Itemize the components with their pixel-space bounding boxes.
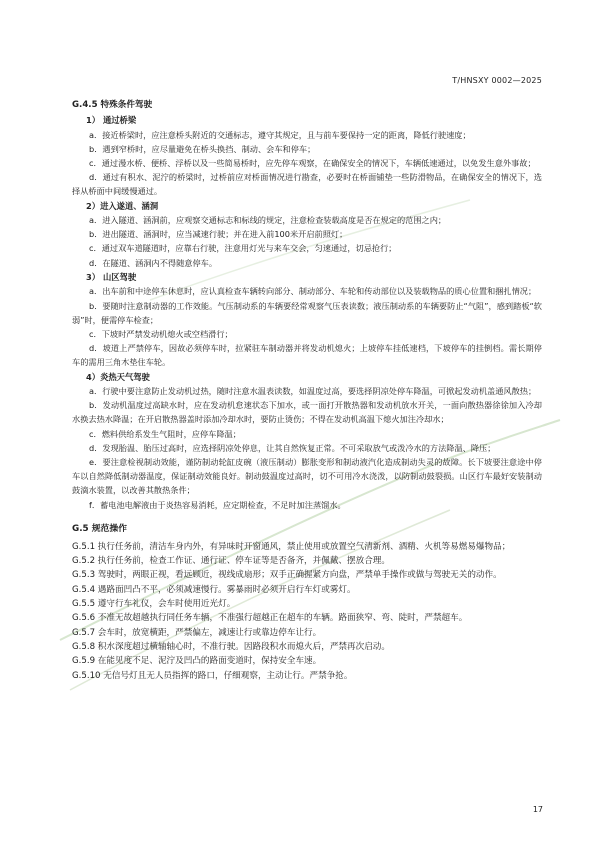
mountain-item-b: b．要随时注意制动器的工作效能。气压制动系的车辆要经常观察气压表读数；液压制动系的车辆要防止“气阻”，感到踏板“软弱”时，便需停车检查；	[72, 300, 542, 325]
g5-item-7: G.5.7 会车时，放宽横距，严禁偏左，减速让行或靠边停车让行。	[72, 627, 322, 638]
bridge-item-c: c．通过漫水桥、便桥、浮桥以及一些简易桥时，应先停车观察，在确保安全的情况下，车辆低速通过，以免发生意外事故；	[89, 157, 536, 168]
g5-item-10: G.5.10 无信号灯且无人员指挥的路口，仔细观察，主动让行。严禁争抢。	[72, 670, 353, 681]
mountain-item-a: a．出车前和中途停车休息时，应认真检查车辆转向部分、制动部分、车轮和传动部位以及装载物品的质心位置和捆扎情况；	[89, 286, 537, 297]
heat-item-a: a．行驶中要注意防止发动机过热，随时注意水温表读数，如温度过高，要选择阴凉处停车降温，可掀起发动机盖通风散热；	[89, 386, 537, 397]
mountain-item-c: c．下坡时严禁发动机熄火或空档滑行；	[89, 328, 233, 339]
g5-item-5: G.5.5 遵守行车礼仪，会车时使用近光灯。	[72, 599, 236, 610]
tunnel-item-d: d．在隧道、涵洞内不得随意停车。	[89, 257, 218, 268]
section-title-g45: G.4.5 特殊条件驾驶	[72, 100, 153, 110]
section-title-g5: G.5 规范操作	[72, 523, 127, 534]
main-content	[72, 97, 542, 683]
g5-item-1: G.5.1 执行任务前，清洁车身内外，有异味时开窗通风，禁止使用或放置空气清新剂、酒精、火机等易燃易爆物品；	[72, 541, 511, 552]
heat-item-e: e．要注意检视制动效能，谨防制动轮缸皮碗（液压制动）膨胀变形和制动液汽化造成制动失灵的故障。长下坡要注意途中停车以自然降低制动器温度，保证制动效能良好。制动鼓温度过高时，切不可用冷水浇泼，以防制动鼓裂损。山区行车最好安装制动鼓滴水装置，以改善其散热条件；	[72, 457, 542, 496]
bridge-item-d: d．通过有积水、泥泞的桥梁时，过桥前应对桥面情况进行勘查，必要时在桥面铺垫一些防滑物品，在确保安全的情况下，选择从桥面中间缓慢通过。	[72, 172, 542, 197]
g5-item-3: G.5.3 驾驶时，两眼正视，看远顾近，视线成扇形；双手正确握紧方向盘，严禁单手操作或做与驾驶无关的动作。	[72, 570, 502, 581]
g5-item-2: G.5.2 执行任务前，检查工作证、通行证、停车证等是否备齐，并佩戴、摆放合理。	[72, 556, 390, 567]
mountain-item-d: d．坡道上严禁停车，因故必须停车时，拉紧驻车制动器并将发动机熄火；上坡停车挂低速档，下坡停车的挂倒档。需长期停车的需用三角木垫住车轮。	[72, 343, 542, 368]
g5-item-8: G.5.8 积水深度超过横轴轴心时，不准行驶。因路段积水而熄火后，严禁再次启动。	[72, 641, 390, 652]
document-code: T/HNSXY 0002—2025	[452, 76, 542, 85]
subsection-title-tunnel: 2）进入遂道、涵洞	[86, 200, 159, 211]
g5-item-4: G.5.4 遇路面凹凸不平，必须减速慢行。雾暴雨时必须开启行车灯或雾灯。	[72, 584, 356, 595]
heat-item-b: b．发动机温度过高缺水时，应在发动机怠速状态下加水，或一面打开散热器和发动机放水开关，一面向散热器徐徐加入冷却水换去热水降温；在开启散热器盖时添加冷却水时，要防止烫伤；不得在发动机高温下熄火加注冷却水；	[72, 400, 542, 425]
subsection-title-mountain: 3） 山区驾驶	[86, 271, 137, 282]
bridge-item-b: b．遇到窄桥时，应尽量避免在桥头换挡、制动、会车和停车；	[89, 143, 316, 154]
g5-item-6: G.5.6 不准无故超越执行同任务车辆，不准强行超越正在超车的车辆。路面狭窄、弯、陡时，严禁超车。	[72, 613, 468, 624]
bridge-item-a: a．接近桥梁时，应注意桥头附近的交通标志，遵守其规定，且与前车要保持一定的距离，降低行驶速度；	[89, 129, 471, 140]
tunnel-item-c: c．通过双车道隧道时，应靠右行驶，注意用灯光与来车交会，匀速通过，切忌抢行；	[89, 243, 397, 254]
heat-item-d: d．发现胎温、胎压过高时，应选择阴凉处停息，让其自然恢复正常。不可采取放气或泼冷水的方法降温、降压；	[89, 442, 496, 453]
tunnel-item-a: a．进入隧道、涵洞前，应观察交通标志和标线的规定，注意检查装载高度是否在规定的范围之内；	[89, 215, 447, 226]
tunnel-item-b: b．进出隧道、涵洞时，应当减速行驶；并在进入前100米开启前照灯；	[89, 229, 348, 240]
heat-item-c: c．燃料供给系发生气阻时，应停车降温；	[89, 428, 241, 439]
subsection-title-heat: 4）炎热天气驾驶	[86, 371, 150, 382]
g5-item-9: G.5.9 在能见度不足、泥泞及凹凸的路面变道时，保持安全车速。	[72, 656, 322, 667]
heat-item-f: f．蓄电池电解液由于炎热容易消耗，应定期检查，不足时加注蒸馏水。	[89, 499, 346, 510]
page-number: 17	[532, 805, 543, 814]
subsection-title-bridge: 1） 通过桥梁	[86, 115, 137, 125]
